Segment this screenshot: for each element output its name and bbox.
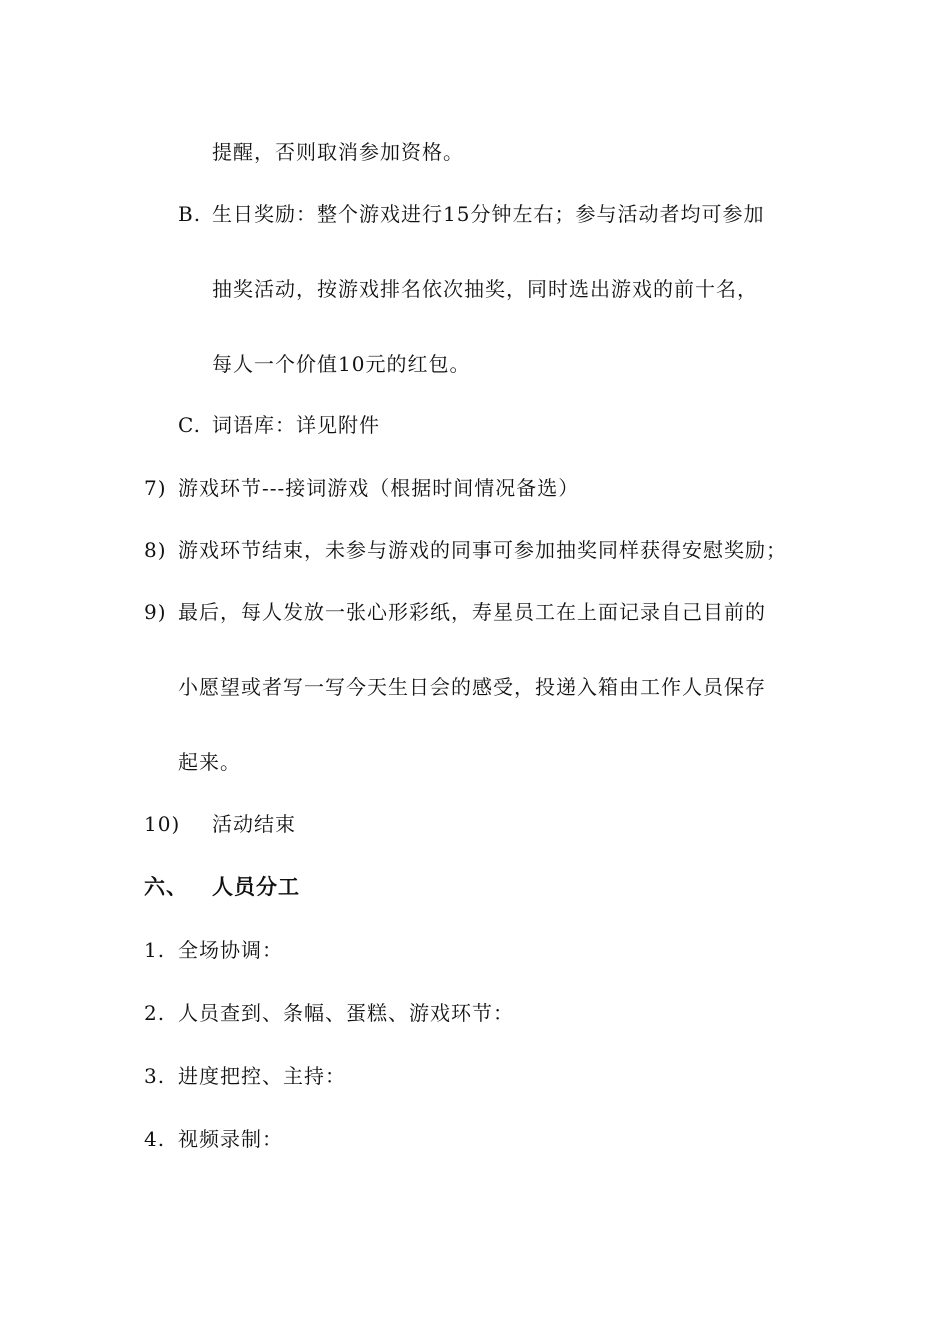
list-item-text: 起来。 (178, 750, 241, 774)
section-marker: 六、 (144, 874, 188, 899)
role-item-4 (144, 1125, 283, 1153)
list-item-text: 活动结束 (212, 812, 296, 836)
list-item-text: 游戏环节---接词游戏（根据时间情况备选） (178, 476, 580, 500)
list-item-text: 小愿望或者写一写今天生日会的感受，投递入箱由工作人员保存 (178, 675, 766, 699)
role-text: 进度把控、主持： (178, 1064, 346, 1088)
section-heading (144, 872, 300, 902)
list-marker: 3. (144, 1064, 166, 1088)
paragraph-text: 提醒，否则取消参加资格。 (212, 140, 464, 164)
list-marker: 4. (144, 1127, 166, 1151)
list-item-text: 生日奖励：整个游戏进行15分钟左右；参与活动者均可参加 (212, 202, 765, 226)
list-item-text: 每人一个价值10元的红包。 (212, 352, 471, 376)
list-item-c (178, 411, 380, 439)
list-item-text: 抽奖活动，按游戏排名依次抽奖，同时选出游戏的前十名， (212, 277, 758, 301)
role-item-1 (144, 936, 283, 964)
list-marker: C. (178, 413, 201, 437)
list-marker: 2. (144, 1001, 166, 1025)
role-item-2 (144, 999, 514, 1027)
role-text: 人员查到、条幅、蛋糕、游戏环节： (178, 1001, 514, 1025)
list-item-text: 词语库：详见附件 (212, 413, 380, 437)
list-marker: 10) (144, 812, 181, 836)
list-item-text: 游戏环节结束，未参与游戏的同事可参加抽奖同样获得安慰奖励； (178, 538, 787, 562)
list-item-9-continuation (178, 748, 241, 776)
paragraph-line-continuation (212, 138, 464, 166)
list-marker: 1. (144, 938, 166, 962)
list-item-b (178, 200, 764, 228)
list-item-9 (144, 598, 766, 626)
list-marker: 9) (144, 600, 167, 624)
list-item-7 (144, 474, 579, 502)
role-text: 视频录制： (178, 1127, 283, 1151)
list-item-b-continuation (212, 275, 758, 303)
role-text: 全场协调： (178, 938, 283, 962)
list-item-text: 最后，每人发放一张心形彩纸，寿星员工在上面记录自己目前的 (178, 600, 766, 624)
list-item-9-continuation (178, 673, 766, 701)
list-marker: 7) (144, 476, 167, 500)
role-item-3 (144, 1062, 346, 1090)
list-item-b-continuation (212, 350, 470, 378)
list-marker: B. (178, 202, 202, 226)
list-item-10 (144, 810, 296, 838)
section-title: 人员分工 (212, 874, 300, 899)
list-item-8 (144, 536, 787, 564)
list-marker: 8) (144, 538, 167, 562)
